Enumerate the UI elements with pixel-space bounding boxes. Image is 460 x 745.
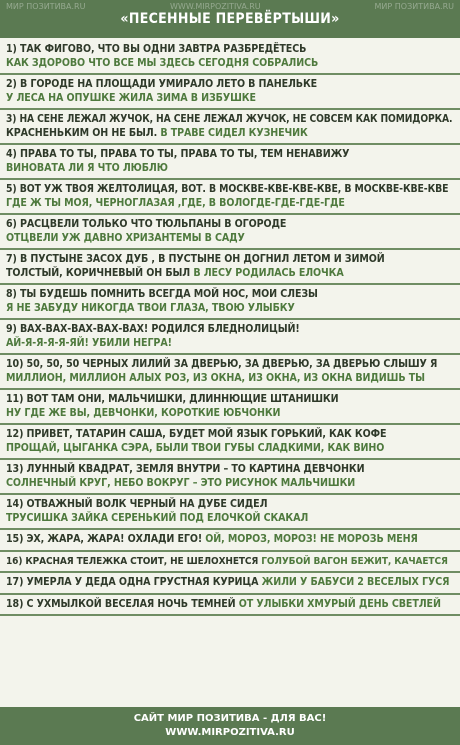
list-item-line	[6, 477, 454, 491]
list-item	[0, 460, 460, 495]
list-item	[0, 355, 460, 390]
list-item-line	[6, 92, 454, 106]
original-lyric-text: МИЛЛИОН, МИЛЛИОН АЛЫХ РОЗ, ИЗ ОКНА, ИЗ ОКНА, ИЗ ОКНА ВИДИШЬ ТЫ	[6, 371, 425, 384]
original-lyric-text: ЖИЛИ У БАБУСИ 2 ВЕСЕЛЫХ ГУСЯ	[261, 576, 450, 588]
footer-site-text: САЙТ МИР ПОЗИТИВА - ДЛЯ ВАС!	[133, 713, 327, 724]
list-item	[0, 250, 460, 285]
list-item-line	[6, 428, 454, 442]
list-item-line	[6, 463, 454, 477]
list-item-line	[6, 555, 454, 569]
list-item-line	[6, 253, 454, 267]
inverted-lyric-text: 2) В ГОРОДЕ НА ПЛОЩАДИ УМИРАЛО ЛЕТО В ПАНЕЛЬКЕ	[6, 78, 318, 90]
list-item-line	[6, 78, 454, 92]
inverted-lyric-text: 15) ЭХ, ЖАРА, ЖАРА! ОХЛАДИ ЕГО!	[6, 533, 206, 545]
original-lyric-text: ГОЛУБОЙ ВАГОН БЕЖИТ, КАЧАЕТСЯ	[261, 555, 448, 567]
original-lyric-text: НУ ГДЕ ЖЕ ВЫ, ДЕВЧОНКИ, КОРОТКИЕ ЮБЧОНКИ	[6, 406, 281, 419]
list-item-line	[6, 576, 454, 590]
list-item-line	[6, 302, 454, 316]
list-item-line	[6, 148, 454, 162]
inverted-lyric-text: 10) 50, 50, 50 ЧЕРНЫХ ЛИЛИЙ ЗА ДВЕРЬЮ, ЗА ДВЕРЬЮ, ЗА ДВЕРЬЮ СЛЫШУ Я	[6, 358, 438, 370]
list-item-line	[6, 442, 454, 456]
list-item	[0, 75, 460, 110]
original-lyric-text: АЙ-Я-Я-Я-Я-ЯЙ! УБИЛИ НЕГРА!	[6, 336, 172, 349]
list-item-line	[6, 218, 454, 232]
list-item	[0, 285, 460, 320]
list-item	[0, 530, 460, 552]
inverted-lyric-text: ТОЛСТЫЙ, КОРИЧНЕВЫЙ ОН БЫЛ	[6, 266, 194, 279]
list-item-line	[6, 183, 454, 197]
original-lyric-text: ОТ УЛЫБКИ ХМУРЫЙ ДЕНЬ СВЕТЛЕЙ	[238, 597, 441, 610]
list-item-line	[6, 197, 454, 211]
header-bar	[0, 0, 460, 38]
original-lyric-text: В ТРАВЕ СИДЕЛ КУЗНЕЧИК	[160, 126, 308, 139]
original-lyric-text: КАК ЗДОРОВО ЧТО ВСЕ МЫ ЗДЕСЬ СЕГОДНЯ СОБРАЛИСЬ	[6, 56, 319, 69]
original-lyric-text: ПРОЩАЙ, ЦЫГАНКА СЭРА, БЫЛИ ТВОИ ГУБЫ СЛАДКИМИ, КАК ВИНО	[6, 441, 385, 454]
list-item-line	[6, 407, 454, 421]
list-item-line	[6, 533, 454, 547]
list-item-line	[6, 512, 454, 526]
list-item-line	[6, 498, 454, 512]
list-item-line	[6, 43, 454, 57]
footer-bar	[0, 707, 460, 745]
list-item-line	[6, 372, 454, 386]
watermark-left: МИР ПОЗИТИВА.RU	[6, 2, 86, 11]
list-item	[0, 425, 460, 460]
original-lyric-text: В ЛЕСУ РОДИЛАСЬ ЕЛОЧКА	[193, 266, 344, 279]
list-item-line	[6, 323, 454, 337]
list-item-line	[6, 57, 454, 71]
inverted-lyric-text: 11) ВОТ ТАМ ОНИ, МАЛЬЧИШКИ, ДЛИННЮЩИЕ ШТАНИШКИ	[6, 393, 339, 405]
list-item-line	[6, 113, 454, 127]
original-lyric-text: ВИНОВАТА ЛИ Я ЧТО ЛЮБЛЮ	[6, 161, 168, 174]
list-item-line	[6, 267, 454, 281]
inverted-lyric-text: 7) В ПУСТЫНЕ ЗАСОХ ДУБ , В ПУСТЫНЕ ОН ДОГНИЛ ЛЕТОМ И ЗИМОЙ	[6, 253, 385, 265]
list-item	[0, 320, 460, 355]
original-lyric-text: ГДЕ Ж ТЫ МОЯ, ЧЕРНОГЛАЗАЯ ,ГДЕ, В ВОЛОГДЕ-ГДЕ-ГДЕ-ГДЕ	[6, 196, 345, 209]
inverted-lyric-text: 4) ПРАВА ТО ТЫ, ПРАВА ТО ТЫ, ПРАВА ТО ТЫ, ТЕМ НЕНАВИЖУ	[6, 148, 350, 160]
original-lyric-text: СОЛНЕЧНЫЙ КРУГ, НЕБО ВОКРУГ – ЭТО РИСУНОК МАЛЬЧИШКИ	[6, 476, 356, 489]
inverted-lyric-text: 12) ПРИВЕТ, ТАТАРИН САША, БУДЕТ МОЙ ЯЗЫК ГОРЬКИЙ, КАК КОФЕ	[6, 428, 387, 440]
inverted-lyric-text: 18) С УХМЫЛКОЙ ВЕСЕЛАЯ НОЧЬ ТЕМНЕЙ	[6, 597, 239, 610]
song-list	[0, 40, 460, 616]
inverted-lyric-text: 17) УМЕРЛА У ДЕДА ОДНА ГРУСТНАЯ КУРИЦА	[6, 576, 262, 588]
list-item-line	[6, 162, 454, 176]
inverted-lyric-text: 13) ЛУННЫЙ КВАДРАТ, ЗЕМЛЯ ВНУТРИ – ТО КАРТИНА ДЕВЧОНКИ	[6, 463, 365, 475]
list-item	[0, 595, 460, 617]
list-item	[0, 40, 460, 75]
original-lyric-text: ТРУСИШКА ЗАЙКА СЕРЕНЬКИЙ ПОД ЕЛОЧКОЙ СКАКАЛ	[6, 511, 309, 524]
list-item	[0, 552, 460, 574]
list-item	[0, 215, 460, 250]
inverted-lyric-text: 6) РАСЦВЕЛИ ТОЛЬКО ЧТО ТЮЛЬПАНЫ В ОГОРОДЕ	[6, 218, 287, 230]
page-title: «ПЕСЕННЫЕ ПЕРЕВЁРТЫШИ»	[120, 11, 340, 27]
list-item	[0, 390, 460, 425]
list-item	[0, 145, 460, 180]
list-item-line	[6, 337, 454, 351]
original-lyric-text: ОЙ, МОРОЗ, МОРОЗ! НЕ МОРОЗЬ МЕНЯ	[205, 533, 418, 545]
inverted-lyric-text: 16) КРАСНАЯ ТЕЛЕЖКА СТОИТ, НЕ ШЕЛОХНЕТСЯ	[6, 555, 262, 567]
list-item	[0, 495, 460, 530]
watermark-right: МИР ПОЗИТИВА.RU	[374, 2, 454, 11]
list-item-line	[6, 127, 454, 141]
inverted-lyric-text: 1) ТАК ФИГОВО, ЧТО ВЫ ОДНИ ЗАВТРА РАЗБРЕДЁТЕСЬ	[6, 43, 307, 55]
inverted-lyric-text: 5) ВОТ УЖ ТВОЯ ЖЕЛТОЛИЦАЯ, ВОТ. В МОСКВЕ-КВЕ-КВЕ-КВЕ, В МОСКВЕ-КВЕ-КВЕ	[6, 183, 449, 195]
footer-url: WWW.MIRPOZITIVA.RU	[165, 727, 295, 738]
list-item-line	[6, 598, 454, 612]
list-item-line	[6, 288, 454, 302]
list-item-line	[6, 232, 454, 246]
list-item	[0, 180, 460, 215]
list-item	[0, 110, 460, 145]
list-item-line	[6, 358, 454, 372]
inverted-lyric-text: 14) ОТВАЖНЫЙ ВОЛК ЧЕРНЫЙ НА ДУБЕ СИДЕЛ	[6, 498, 268, 510]
original-lyric-text: ОТЦВЕЛИ УЖ ДАВНО ХРИЗАНТЕМЫ В САДУ	[6, 231, 245, 244]
inverted-lyric-text: 8) ТЫ БУДЕШЬ ПОМНИТЬ ВСЕГДА МОЙ НОС, МОИ СЛЕЗЫ	[6, 288, 318, 300]
list-item-line	[6, 393, 454, 407]
inverted-lyric-text: 3) НА СЕНЕ ЛЕЖАЛ ЖУЧОК, НА СЕНЕ ЛЕЖАЛ ЖУЧОК, НЕ СОВСЕМ КАК ПОМИДОРКА.	[6, 114, 453, 125]
original-lyric-text: Я НЕ ЗАБУДУ НИКОГДА ТВОИ ГЛАЗА, ТВОЮ УЛЫБКУ	[6, 301, 295, 314]
inverted-lyric-text: КРАСНЕНЬКИМ ОН НЕ БЫЛ.	[6, 126, 161, 139]
inverted-lyric-text: 9) ВАХ-ВАХ-ВАХ-ВАХ-ВАХ! РОДИЛСЯ БЛЕДНОЛИЦЫЙ!	[6, 323, 300, 335]
original-lyric-text: У ЛЕСА НА ОПУШКЕ ЖИЛА ЗИМА В ИЗБУШКЕ	[6, 91, 256, 104]
watermark-center: WWW.MIRPOZITIVA.RU	[170, 2, 261, 11]
list-item	[0, 573, 460, 595]
